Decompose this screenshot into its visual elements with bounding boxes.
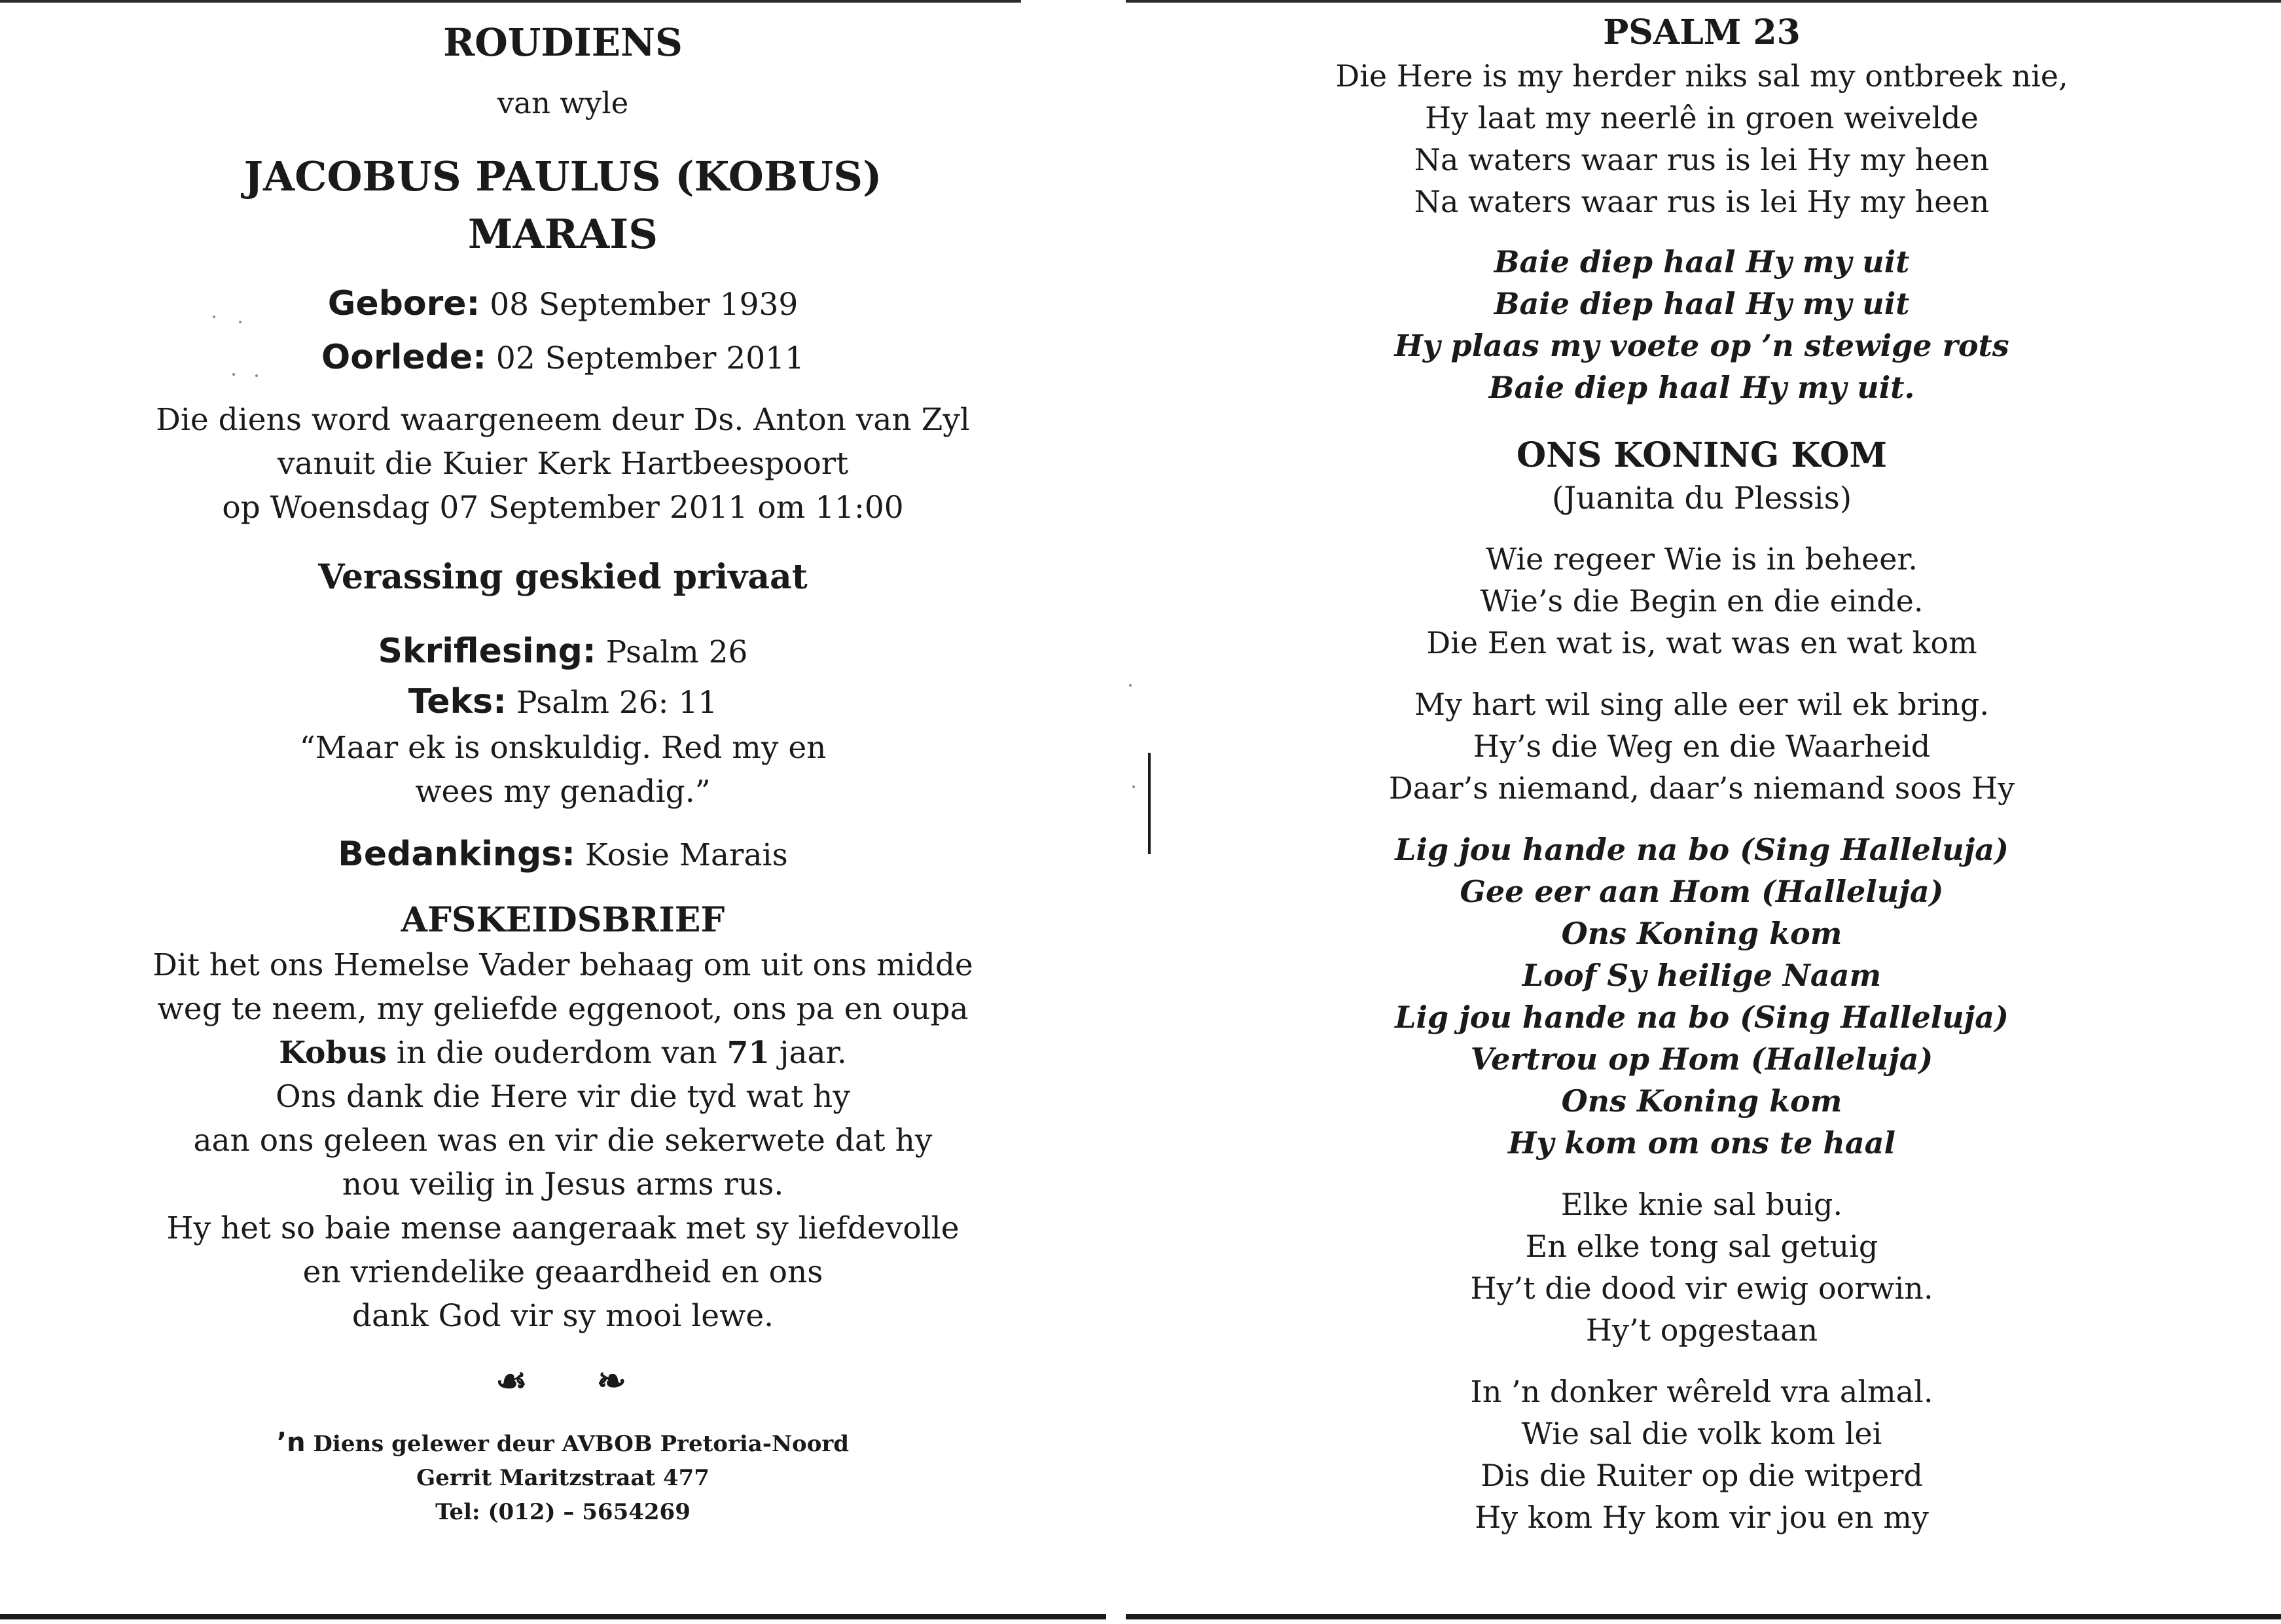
died-line — [118, 331, 1008, 385]
psalm-chorus-line: Baie diep haal Hy my uit. — [1488, 370, 1915, 405]
verse-line: In ’n donker wêreld vra almal. — [1470, 1374, 1933, 1409]
verse-line: Hy kom Hy kom vir jou en my — [1475, 1500, 1929, 1535]
letter-age: 71 — [727, 1035, 770, 1071]
ornament-left-icon: ☙ — [495, 1360, 531, 1401]
psalm-heading: PSALM 23 — [1603, 12, 1801, 52]
text-label: Teks: — [408, 682, 507, 721]
chorus-line: Loof Sy heilige Naam — [1522, 958, 1882, 993]
verse-line: Wie sal die volk kom lei — [1521, 1416, 1882, 1451]
psalm-chorus-line: Baie diep haal Hy my uit — [1494, 286, 1910, 321]
verse-line: My hart wil sing alle eer wil ek bring. — [1414, 687, 1990, 722]
footer-text: Diens gelewer deur AVBOB Pretoria-Noord — [305, 1431, 850, 1457]
chorus-line: Ons Koning kom — [1561, 916, 1842, 951]
chorus-line: Gee eer aan Hom (Halleluja) — [1460, 874, 1944, 909]
chorus-line: Vertrou op Hom (Halleluja) — [1470, 1041, 1933, 1077]
ornament-right-icon: ❧ — [596, 1360, 630, 1401]
verse-line: Die Een wat is, wat was en wat kom — [1426, 625, 1977, 660]
reading-label: Skriflesing: — [378, 632, 596, 671]
verse-line: En elke tong sal getuig — [1525, 1229, 1878, 1264]
cremation-heading: Verassing geskied privaat — [318, 557, 808, 597]
psalm-line: Na waters waar rus is lei Hy my heen — [1414, 142, 1990, 177]
letter-text: jaar. — [769, 1035, 847, 1071]
reading-value: Psalm 26 — [596, 634, 748, 670]
letter-line: en vriendelike geaardheid en ons — [302, 1254, 823, 1290]
program-subtitle: van wyle — [497, 86, 629, 120]
psalm-chorus-line: Hy plaas my voete op ’n stewige rots — [1394, 328, 2009, 363]
text-line — [118, 679, 1008, 726]
letter-line: Ons dank die Here vir die tyd wat hy — [276, 1079, 850, 1115]
fold-mark — [1148, 753, 1151, 854]
funeral-program-right — [1309, 0, 2094, 1538]
letter-line: nou veilig in Jesus arms rus. — [342, 1166, 784, 1202]
footer-line — [118, 1426, 1008, 1461]
deceased-name-line2: MARAIS — [467, 210, 658, 258]
verse-line: Daar’s niemand, daar’s niemand soos Hy — [1388, 770, 2015, 806]
verse-line: Elke knie sal buig. — [1560, 1187, 1843, 1222]
letter-line: dank God vir sy mooi lewe. — [351, 1298, 774, 1334]
verse-line: Hy’t die dood vir ewig oorwin. — [1470, 1271, 1933, 1306]
psalm-line: Hy laat my neerlê in groen weivelde — [1425, 100, 1979, 135]
psalm-line: Na waters waar rus is lei Hy my heen — [1414, 184, 1990, 219]
thanks-label: Bedankings: — [338, 835, 575, 874]
letter-line — [118, 1031, 1008, 1075]
thanks-value: Kosie Marais — [575, 837, 788, 873]
chorus-line: Lig jou hande na bo (Sing Halleluja) — [1395, 832, 2009, 867]
service-line: vanuit die Kuier Kerk Hartbeespoort — [277, 446, 849, 482]
verse-line: Wie’s die Begin en die einde. — [1480, 583, 1924, 619]
quote-line: wees my genadig.” — [415, 774, 711, 810]
letter-line: weg te neem, my geliefde eggenoot, ons pa en oupa — [157, 991, 969, 1027]
scan-speck — [1132, 785, 1135, 788]
footer-mark: ’n — [276, 1428, 306, 1458]
died-value: 02 September 2011 — [486, 340, 804, 376]
born-line — [118, 278, 1008, 331]
song-heading: ONS KONING KOM — [1516, 435, 1888, 475]
thanks-line — [118, 828, 1008, 882]
service-line: op Woensdag 07 September 2011 om 11:00 — [222, 490, 904, 526]
psalm-line: Die Here is my herder niks sal my ontbreek nie, — [1335, 58, 2068, 94]
born-label: Gebore: — [327, 284, 480, 323]
ornament-divider — [118, 1358, 1008, 1403]
scan-speck — [1129, 684, 1132, 687]
program-title: ROUDIENS — [443, 20, 683, 65]
verse-line: Hy’t opgestaan — [1585, 1312, 1818, 1348]
quote-line: “Maar ek is onskuldig. Red my en — [299, 730, 827, 766]
letter-line: Hy het so baie mense aangeraak met sy liefdevolle — [166, 1210, 960, 1246]
bottom-border-left — [0, 1614, 1106, 1619]
deceased-name-line1: JACOBUS PAULUS (KOBUS) — [243, 153, 882, 200]
letter-line: Dit het ons Hemelse Vader behaag om uit ons midde — [153, 947, 973, 983]
bottom-border-right — [1126, 1614, 2281, 1619]
letter-name: Kobus — [279, 1035, 387, 1071]
chorus-line: Hy kom om ons te haal — [1508, 1125, 1895, 1161]
text-value: Psalm 26: 11 — [506, 685, 718, 721]
song-author: (Juanita du Plessis) — [1551, 480, 1852, 516]
service-line: Die diens word waargeneem deur Ds. Anton van Zyl — [156, 402, 970, 438]
verse-line: Wie regeer Wie is in beheer. — [1486, 541, 1918, 577]
psalm-chorus-line: Baie diep haal Hy my uit — [1494, 244, 1910, 280]
reading-line — [118, 625, 1008, 679]
verse-line: Dis die Ruiter op die witperd — [1481, 1458, 1923, 1493]
letter-line: aan ons geleen was en vir die sekerwete dat hy — [193, 1123, 933, 1159]
letter-heading: AFSKEIDSBRIEF — [401, 900, 725, 940]
footer-line: Gerrit Maritzstraat 477 — [416, 1465, 709, 1491]
funeral-program-left — [118, 0, 1008, 1529]
chorus-line: Lig jou hande na bo (Sing Halleluja) — [1395, 1000, 2009, 1035]
letter-text: in die ouderdom van — [386, 1035, 727, 1071]
chorus-line: Ons Koning kom — [1561, 1083, 1842, 1119]
verse-line: Hy’s die Weg en die Waarheid — [1473, 729, 1931, 764]
died-label: Oorlede: — [321, 338, 486, 377]
born-value: 08 September 1939 — [480, 287, 799, 323]
footer-line: Tel: (012) – 5654269 — [435, 1499, 691, 1525]
